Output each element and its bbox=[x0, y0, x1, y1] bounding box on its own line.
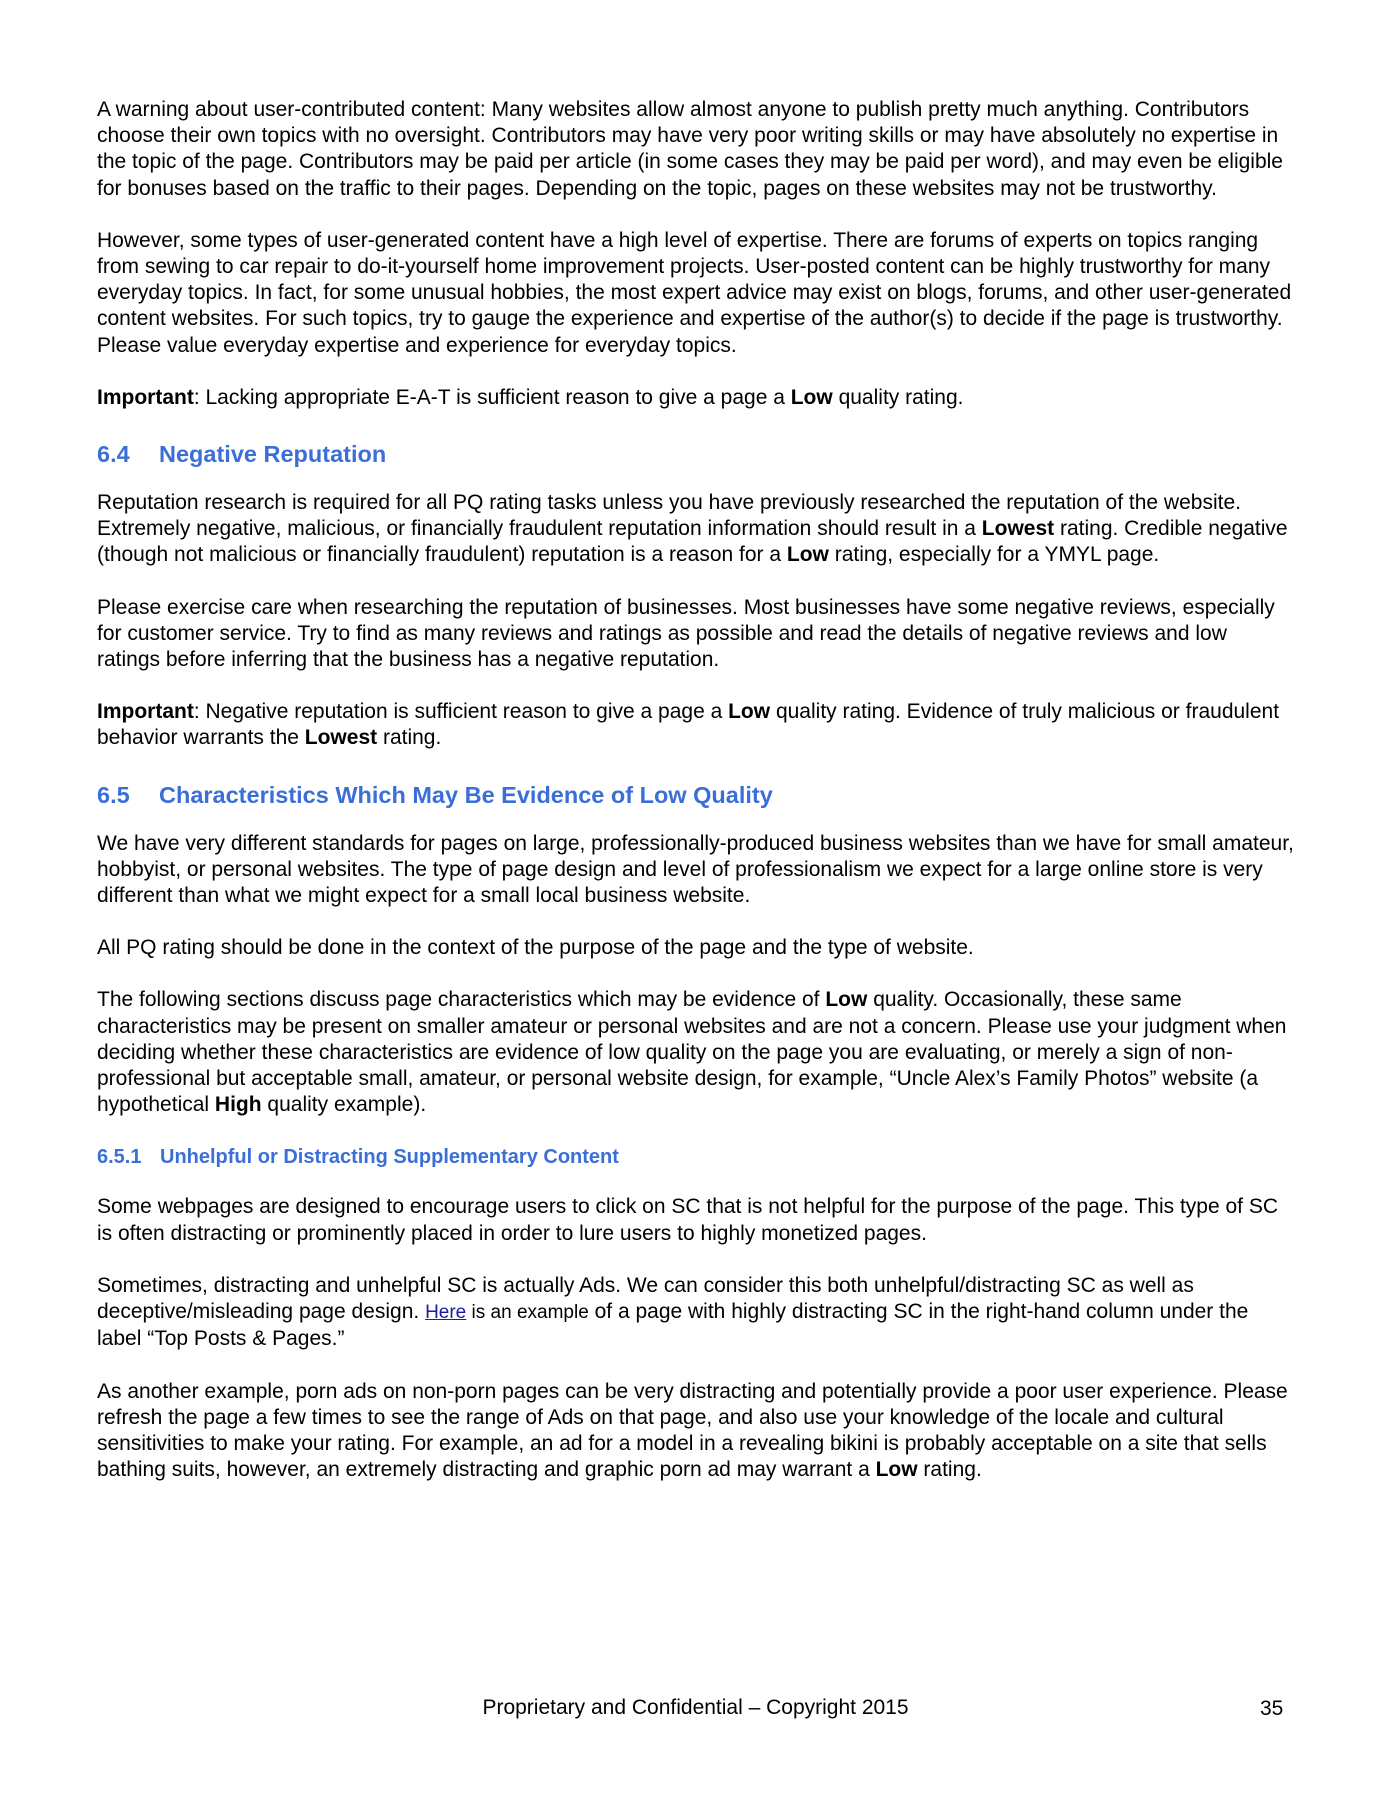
text: quality example). bbox=[261, 1093, 427, 1117]
section-heading bbox=[97, 1144, 1295, 1170]
section-number: 6.4 bbox=[97, 441, 130, 468]
section-title: Characteristics Which May Be Evidence of Low Quality bbox=[159, 781, 773, 808]
paragraph bbox=[97, 935, 1295, 961]
page-number: 35 bbox=[1260, 1697, 1284, 1720]
text: A warning about user-contributed content: Many websites allow almost anyone to publish pretty much anything. Contributors choose their own topics with no oversight. Contributors may have very poor writing skills or may have absolutely no expertise in the topic of the page. Contributors may be paid per article (in some cases they may be paid per word), and may even be eligible for bonuses based on the traffic to their pages. Depending on the topic, pages on these websites may not be trustworthy. bbox=[97, 98, 1283, 200]
bold-text: Low bbox=[790, 385, 833, 409]
paragraph bbox=[97, 228, 1295, 359]
section-heading bbox=[97, 439, 1295, 469]
section-heading bbox=[97, 780, 1295, 810]
text: The following sections discuss page characteristics which may be evidence of bbox=[97, 988, 826, 1012]
text: quality rating. bbox=[832, 385, 964, 409]
paragraph bbox=[97, 1273, 1295, 1353]
text: We have very different standards for pages on large, professionally-produced business websites than we have for small amateur, hobbyist, or personal websites. The type of page design and level of professionalism we expect for a large online store is very different than what we might expect for a small local business website. bbox=[97, 831, 1294, 908]
section-number: 6.5.1 bbox=[97, 1146, 142, 1169]
paragraph bbox=[97, 1194, 1295, 1246]
paragraph bbox=[97, 595, 1295, 674]
paragraph bbox=[97, 699, 1295, 751]
text: Please exercise care when researching the reputation of businesses. Most businesses have some negative reviews, especially for customer service. Try to find as many reviews and ratings as possible and read the details of negative reviews and low ratings before inferring that the business has a negative reputation. bbox=[97, 595, 1275, 672]
bold-text: Important bbox=[97, 385, 194, 409]
text: is an example bbox=[466, 1302, 589, 1324]
paragraph bbox=[97, 987, 1295, 1118]
text: However, some types of user-generated content have a high level of expertise. There are forums of experts on topics ranging from sewing to car repair to do-it-yourself home improvement projects. User-posted content can be highly trustworthy for many everyday topics. In fact, for some unusual hobbies, the most expert advice may exist on blogs, forums, and other user-generated content websites. For such topics, try to gauge the experience and expertise of the author(s) to decide if the page is trustworthy. Please value everyday expertise and experience for everyday topics. bbox=[97, 228, 1292, 357]
text: rating, especially for a YMYL page. bbox=[828, 543, 1160, 567]
text: Sometimes, distracting and unhelpful SC is actually Ads. We can consider this both unhelpful/distracting SC as well as deceptive/misleading page design. bbox=[97, 1273, 1194, 1324]
text: : Lacking appropriate E-A-T is sufficient reason to give a page a bbox=[193, 385, 791, 409]
text: rating. bbox=[917, 1458, 982, 1482]
text: rating. Credible negative (though not malicious or financially fraudulent) reputation is a reason for a bbox=[97, 517, 1288, 567]
document-body bbox=[97, 97, 1295, 1509]
section-title: Negative Reputation bbox=[159, 441, 387, 468]
bold-text: Important bbox=[97, 700, 194, 724]
text: quality. Occasionally, these same characteristics may be present on smaller amateur or personal websites and are not a concern. Please use your judgment when deciding whether these characteristics are evidence of low quality on the page you are evaluating, or merely a sign of non-professional but acceptable small, amateur, or personal website design, for example, “Uncle Alex’s Family Photos” website (a hypothetical bbox=[97, 988, 1287, 1117]
text: rating. bbox=[377, 726, 442, 750]
paragraph bbox=[97, 1379, 1295, 1484]
bold-text: High bbox=[214, 1093, 262, 1117]
text: of a page with highly distracting SC in the right-hand column under the label “Top Posts & Pages.” bbox=[97, 1300, 1249, 1351]
text: : Negative reputation is sufficient reason to give a page a bbox=[193, 700, 729, 724]
text: Reputation research is required for all PQ rating tasks unless you have previously researched the reputation of the website. Extremely negative, malicious, or financially fraudulent reputation information should result in a bbox=[97, 491, 1241, 541]
section-number: 6.5 bbox=[97, 781, 130, 808]
bold-text: Low bbox=[786, 543, 829, 567]
paragraph bbox=[97, 490, 1295, 569]
text: As another example, porn ads on non-porn pages can be very distracting and potentially provide a poor user experience. Please refresh the page a few times to see the range of Ads on that page, and also use your knowledge of the locale and cultural sensitivities to make your rating. For example, an ad for a model in a revealing bikini is probably acceptable on a site that sells bathing suits, however, an extremely distracting and graphic porn ad may warrant a bbox=[97, 1379, 1288, 1482]
example-link[interactable]: Here bbox=[425, 1302, 467, 1324]
text: quality rating. Evidence of truly malicious or fraudulent behavior warrants the bbox=[97, 700, 1280, 750]
bold-text: Low bbox=[728, 700, 771, 724]
paragraph bbox=[97, 385, 1295, 411]
bold-text: Low bbox=[825, 988, 868, 1012]
section-title: Unhelpful or Distracting Supplementary Content bbox=[160, 1146, 619, 1169]
bold-text: Lowest bbox=[981, 517, 1055, 541]
text: Some webpages are designed to encourage users to click on SC that is not helpful for the purpose of the page. This type of SC is often distracting or prominently placed in order to lure users to highly monetized pages. bbox=[97, 1195, 1278, 1245]
bold-text: Low bbox=[875, 1458, 918, 1482]
text: All PQ rating should be done in the context of the purpose of the page and the type of website. bbox=[97, 936, 974, 960]
bold-text: Lowest bbox=[304, 726, 378, 750]
paragraph bbox=[97, 831, 1295, 910]
footer-copyright: Proprietary and Confidential – Copyright 2015 bbox=[482, 1696, 909, 1719]
paragraph bbox=[97, 97, 1295, 202]
